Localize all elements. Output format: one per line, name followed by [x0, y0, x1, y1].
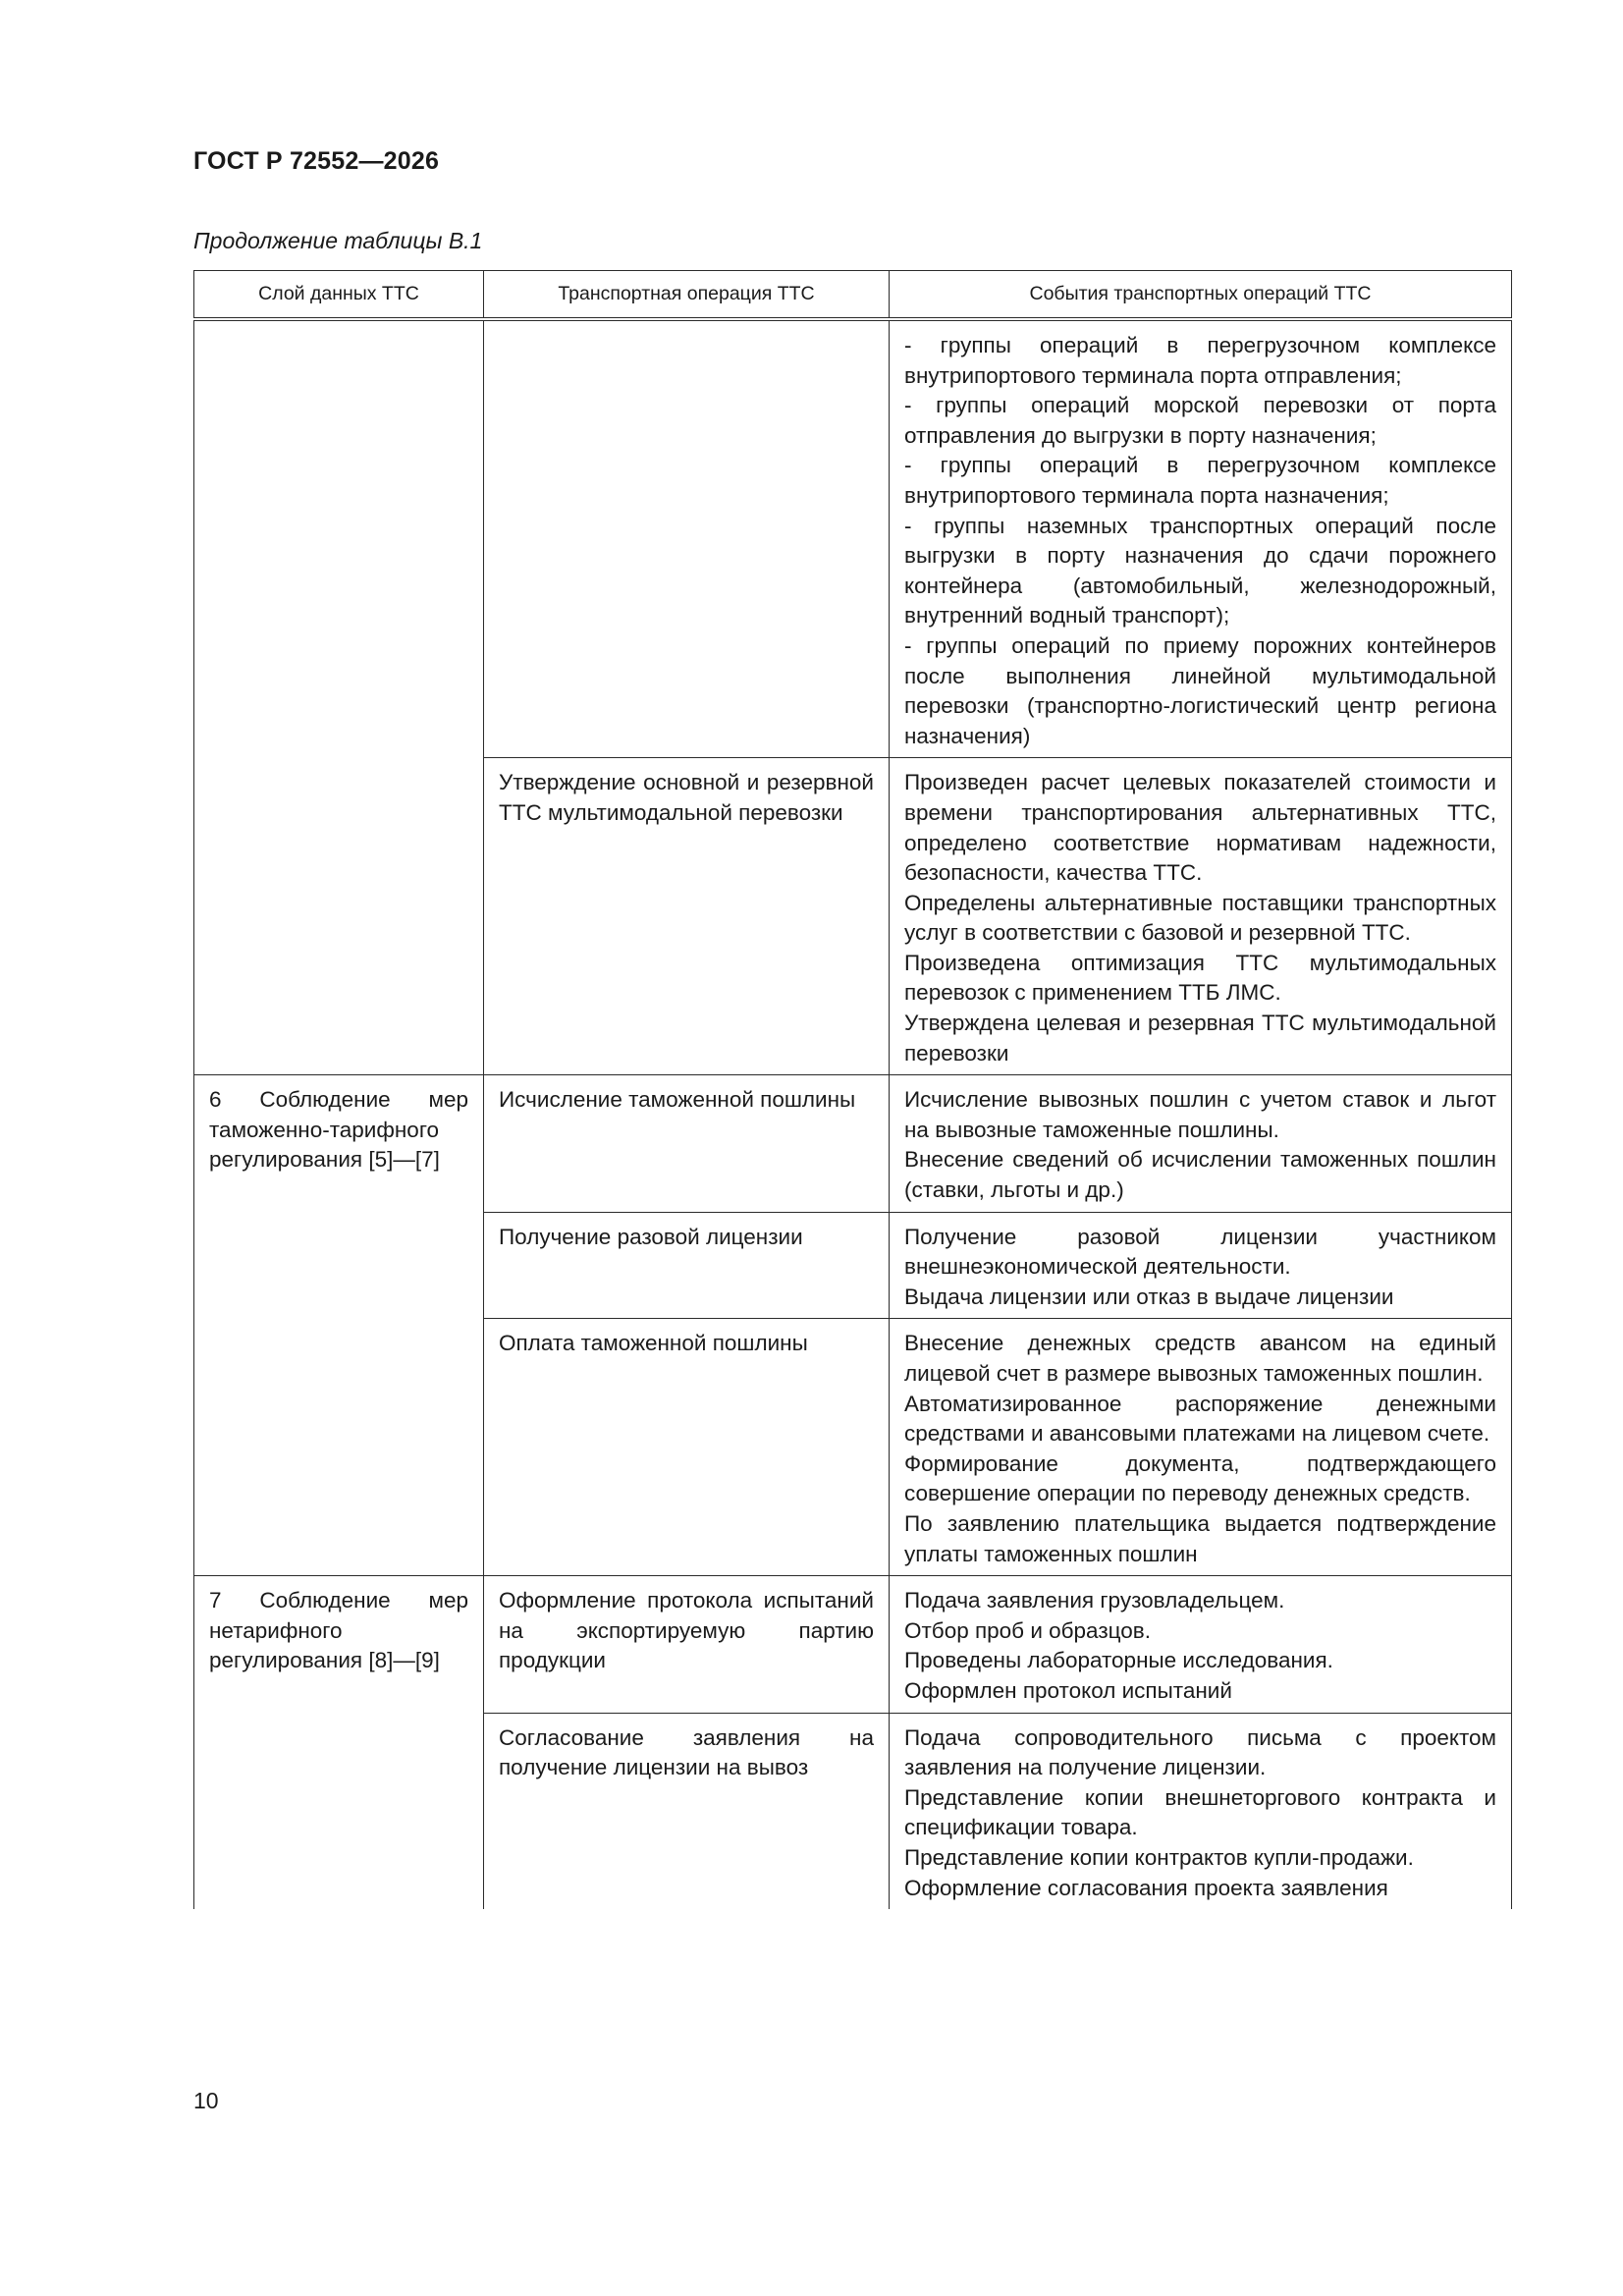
events-cell [890, 1212, 1512, 1319]
table-row [194, 1713, 1512, 1909]
operation-text: Исчисление таможенной пошлины [499, 1087, 856, 1113]
operation-cell [484, 1319, 890, 1576]
layer-cell [194, 319, 484, 758]
operation-text: Согласование заявления на получение лицензии на вывоз [499, 1724, 874, 1780]
event-item: Получение разовой лицензии участником внешнеэкономической деятельности. [904, 1224, 1496, 1280]
event-item: - группы операций по приему порожних контейнеров после выполнения линейной мультимодальной перевозки (транспортно-логистический центр региона назначения) [904, 632, 1496, 748]
event-item: Отбор проб и образцов. [904, 1617, 1151, 1643]
document-header: ГОСТ Р 72552—2026 [193, 147, 440, 175]
event-item: Произведена оптимизация ТТС мультимодальных перевозок с применением ТТБ ЛМС. [904, 950, 1496, 1006]
event-item: Утверждена целевая и резервная ТТС мультимодальной перевозки [904, 1011, 1496, 1066]
event-item: - группы операций в перегрузочном комплексе внутрипортового терминала порта отправления; [904, 333, 1496, 388]
table-caption: Продолжение таблицы В.1 [193, 228, 483, 253]
event-item: Внесение денежных средств авансом на единый лицевой счет в размере вывозных таможенных пошлин. [904, 1331, 1496, 1386]
table-row [194, 1075, 1512, 1212]
layer-text: 7 Соблюдение мер нетарифного регулирования [8]—[9] [209, 1588, 468, 1673]
table-row [194, 1319, 1512, 1576]
event-item: Представление копии контрактов купли-продажи. [904, 1844, 1414, 1870]
event-item: - группы операций в перегрузочном комплексе внутрипортового терминала порта назначения; [904, 453, 1496, 508]
table-row [194, 1576, 1512, 1713]
layer-text: 6 Соблюдение мер таможенно-тарифного регулирования [5]—[7] [209, 1087, 468, 1173]
event-item: Определены альтернативные поставщики транспортных услуг в соответствии с базовой и резервной ТТС. [904, 890, 1496, 946]
event-item: Внесение сведений об исчислении таможенных пошлин (ставки, льготы и др.) [904, 1147, 1496, 1203]
layer-cell [194, 758, 484, 1075]
event-item: - группы наземных транспортных операций после выгрузки в порту назначения до сдачи порожнего контейнера (автомобильный, железнодорожный, внутренний водный транспорт); [904, 513, 1496, 629]
events-cell [890, 1713, 1512, 1909]
table-row [194, 1212, 1512, 1319]
operation-cell [484, 758, 890, 1075]
event-item: Проведены лабораторные исследования. [904, 1648, 1333, 1673]
event-item: Исчисление вывозных пошлин с учетом ставок и льгот на вывозные таможенные пошлины. [904, 1087, 1496, 1142]
event-item: Представление копии внешнеторгового контракта и спецификации товара. [904, 1784, 1496, 1840]
table-body [194, 319, 1512, 1909]
event-item: Подача сопроводительного письма с проектом заявления на получение лицензии. [904, 1724, 1496, 1780]
layer-cell [194, 1319, 484, 1576]
layer-cell [194, 1212, 484, 1319]
event-item: Автоматизированное распоряжение денежными средствами и авансовыми платежами на лицевом счете. [904, 1391, 1496, 1447]
event-item: - группы операций морской перевозки от порта отправления до выгрузки в порту назначения; [904, 393, 1496, 448]
operation-cell [484, 1212, 890, 1319]
header-operation: Транспортная операция ТТС [484, 271, 890, 320]
event-item: Оформление согласования проекта заявления [904, 1875, 1388, 1900]
operation-text: Утверждение основной и резервной ТТС мультимодальной перевозки [499, 770, 874, 825]
operation-text: Получение разовой лицензии [499, 1224, 803, 1249]
event-item: По заявлению плательщика выдается подтверждение уплаты таможенных пошлин [904, 1510, 1496, 1566]
page-number: 10 [193, 2088, 219, 2113]
operation-cell [484, 1075, 890, 1212]
layer-cell [194, 1576, 484, 1713]
event-item: Оформлен протокол испытаний [904, 1677, 1232, 1703]
table-header [194, 271, 1512, 320]
layer-cell [194, 1713, 484, 1909]
events-cell [890, 319, 1512, 758]
events-cell [890, 758, 1512, 1075]
header-layer: Слой данных ТТС [194, 271, 484, 320]
event-item: Выдача лицензии или отказ в выдаче лицензии [904, 1284, 1394, 1309]
operation-text: Оформление протокола испытаний на экспортируемую партию продукции [499, 1588, 874, 1673]
header-events: События транспортных операций ТТС [890, 271, 1512, 320]
events-cell [890, 1075, 1512, 1212]
events-cell [890, 1576, 1512, 1713]
operation-cell [484, 1576, 890, 1713]
transport-operations-table [193, 270, 1512, 1909]
table-row [194, 758, 1512, 1075]
operation-text: Оплата таможенной пошлины [499, 1331, 808, 1356]
operation-cell [484, 1713, 890, 1909]
header-row [194, 271, 1512, 320]
operation-cell [484, 319, 890, 758]
layer-cell [194, 1075, 484, 1212]
event-item: Произведен расчет целевых показателей стоимости и времени транспортирования альтернативных ТТС, определено соответствие нормативам надежности, безопасности, качества ТТС. [904, 770, 1496, 886]
table-row [194, 319, 1512, 758]
event-item: Формирование документа, подтверждающего совершение операции по переводу денежных средств. [904, 1450, 1496, 1506]
events-cell [890, 1319, 1512, 1576]
event-item: Подача заявления грузовладельцем. [904, 1588, 1285, 1613]
